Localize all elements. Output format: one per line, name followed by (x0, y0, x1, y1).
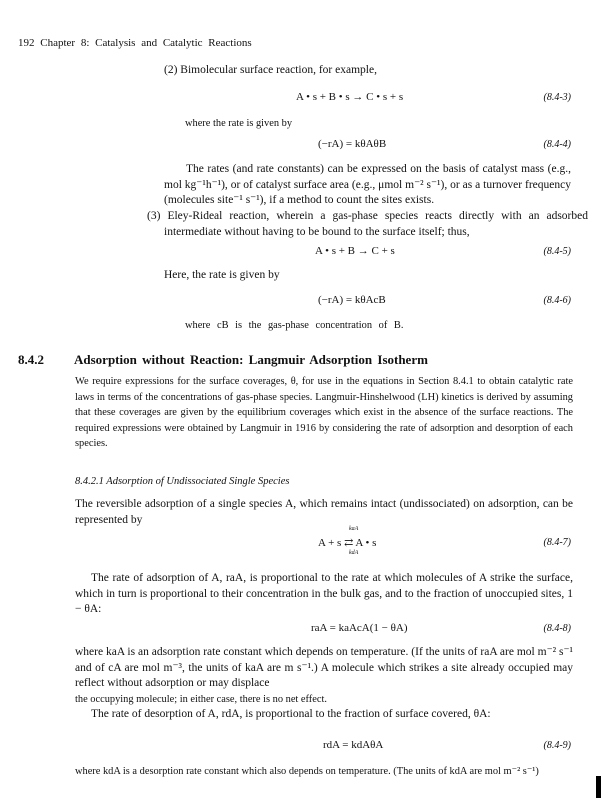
adsorption-rate-constant-label: kaA (349, 526, 359, 532)
equation-8-4-7-expression: A + s ⇄ A • s (318, 537, 377, 549)
section-paragraph-6: where kdA is a desorption rate constant which also depends on temperature. (The units of kdA are mol m⁻² s⁻¹) (75, 766, 539, 777)
equation-8-4-6: (−rA) = kθAcB (318, 294, 386, 306)
section-paragraph-5: The rate of desorption of A, rdA, is proportional to the fraction of surface covered, θA: (91, 708, 491, 720)
section-heading (18, 352, 428, 368)
section-paragraph-4-end: the occupying molecule; in either case, there is no net effect. (75, 694, 327, 705)
equation-8-4-8: raA = kaAcA(1 − θA) (311, 622, 408, 634)
section-number: 8.4.2 (18, 352, 44, 367)
item-2-rate-intro: where the rate is given by (185, 118, 293, 129)
section-title: Adsorption without Reaction: Langmuir Adsorption Isotherm (74, 352, 428, 367)
page-edge-mark (596, 776, 601, 798)
running-header: 192 Chapter 8: Catalysis and Catalytic Reactions (18, 37, 252, 49)
equation-label-8-4-6: (8.4-6) (543, 295, 571, 306)
section-paragraph-2: The reversible adsorption of a single species A, which remains intact (undissociated) on adsorption, can be represented by (75, 498, 573, 526)
equation-8-4-7 (318, 526, 428, 562)
section-paragraph-1: We require expressions for the surface coverages, θ, for use in the equations in Section 8.4.1 to obtain catalytic rate laws in terms of the concentrations of gas-phase species. Langmuir-Hinshelwood (LH) kinetics is derived by assuming that these coverages are given by the equilibrium coverages which exist in the absence of the surface reactions. The required expressions were obtained by Langmuir in 1916 by considering the rate of adsorption and desorption of each species. (75, 376, 573, 449)
equation-8-4-9: rdA = kdAθA (323, 739, 384, 751)
subsection-heading: 8.4.2.1 Adsorption of Undissociated Single Species (75, 476, 290, 487)
equation-label-8-4-4: (8.4-4) (543, 139, 571, 150)
cb-definition: where cB is the gas-phase concentration of B. (185, 320, 404, 331)
item-2-intro: (2) Bimolecular surface reaction, for example, (164, 64, 377, 76)
section-paragraph-4: where kaA is an adsorption rate constant which depends on temperature. (If the units of raA are mol m⁻² s⁻¹ and of cA are mol m⁻³, the units of kaA are m s⁻¹.) A molecule which strikes a site already occupied may reflect without adsorption or may displace (75, 646, 573, 689)
equation-label-8-4-8: (8.4-8) (543, 623, 571, 634)
equation-8-4-3: A • s + B • s → C • s + s (296, 91, 404, 103)
rates-paragraph: The rates (and rate constants) can be expressed on the basis of catalyst mass (e.g., mol kg⁻¹h⁻¹), or of catalyst surface area (e.g., μmol m⁻² s⁻¹), or as a turnover frequency (molecules site⁻¹ s⁻¹), if a method to count the sites exists. (164, 163, 571, 206)
equation-8-4-5: A • s + B → C + s (315, 245, 395, 257)
equation-label-8-4-9: (8.4-9) (543, 740, 571, 751)
section-paragraph-3: The rate of adsorption of A, raA, is proportional to the rate at which molecules of A strike the surface, which in turn is proportional to their concentration in the bulk gas, and to the fraction of unoccupied sites, 1 − θA: (75, 572, 573, 615)
item-3-rate-intro: Here, the rate is given by (164, 269, 280, 281)
equation-label-8-4-5: (8.4-5) (543, 246, 571, 257)
equation-label-8-4-3: (8.4-3) (543, 92, 571, 103)
desorption-rate-constant-label: kdA (349, 550, 359, 556)
equation-label-8-4-7: (8.4-7) (543, 537, 571, 548)
equation-8-4-4: (−rA) = kθAθB (318, 138, 387, 150)
item-3-eley-rideal: (3) Eley-Rideal reaction, wherein a gas-phase species reacts directly with an adsorbed intermediate without having to be bound to the surface itself; thus, (147, 210, 588, 238)
